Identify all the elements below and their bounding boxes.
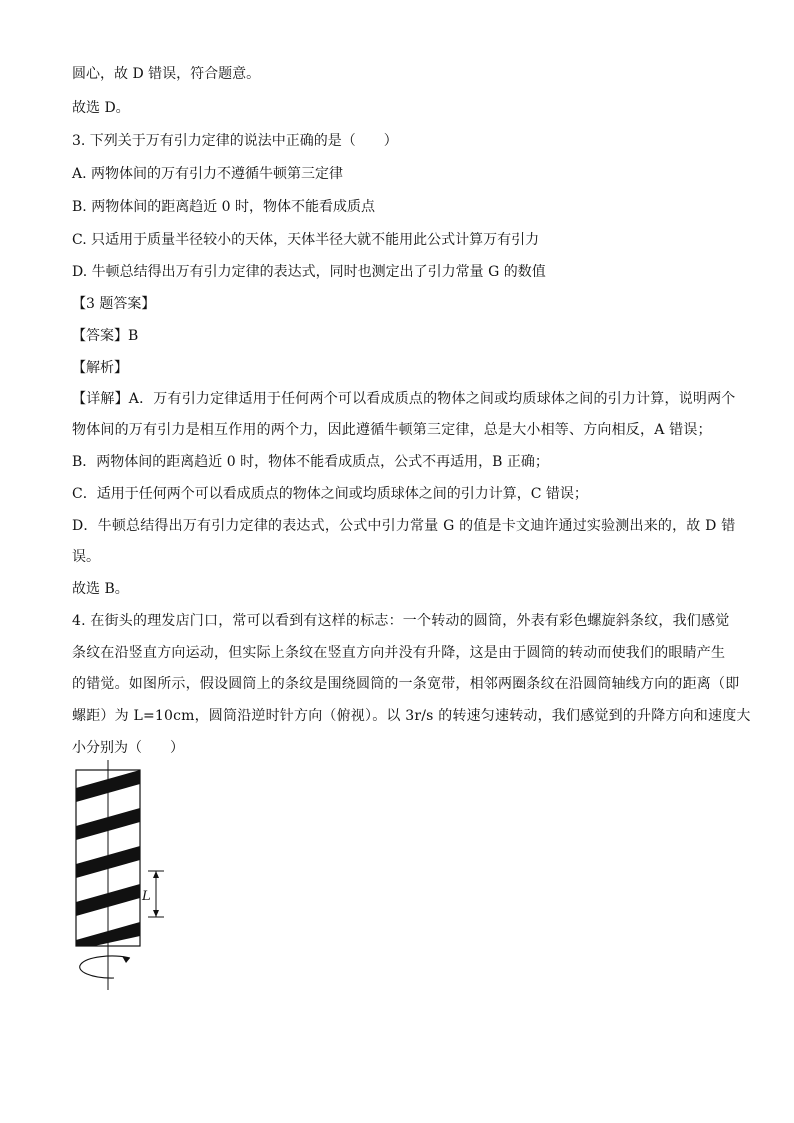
barber-pole-figure — [68, 760, 178, 992]
explanation-line: C．适用于任何两个可以看成质点的物体之间或均质球体之间的引力计算，C 错误； — [72, 486, 588, 502]
conclusion-line: 故选 B。 — [72, 581, 129, 597]
answer-line: 【答案】B — [72, 328, 139, 344]
text-line: 圆心，故 D 错误，符合题意。 — [72, 66, 261, 82]
rotation-arrow — [80, 956, 130, 978]
question-4-stem: 的错觉。如图所示，假设圆筒上的条纹是围绕圆筒的一条宽带，相邻两圈条纹在沿圆筒轴线方向的距离（即 — [72, 676, 740, 692]
option-d: D. 牛顿总结得出万有引力定律的表达式，同时也测定出了引力常量 G 的数值 — [72, 264, 546, 280]
explanation-line: D．牛顿总结得出万有引力定律的表达式，公式中引力常量 G 的值是卡文迪许通过实验测出来的，故 D 错 — [72, 518, 736, 534]
explanation-line: B．两物体间的距离趋近 0 时，物体不能看成质点，公式不再适用，B 正确； — [72, 454, 549, 470]
analysis-heading: 【解析】 — [72, 360, 128, 376]
question-4-stem: 4. 在街头的理发店门口，常可以看到有这样的标志：一个转动的圆筒，外表有彩色螺旋斜条纹，我们感觉 — [72, 613, 730, 629]
question-4-stem: 小分别为（ ） — [72, 740, 184, 756]
dimension-label: L — [142, 889, 151, 904]
option-c: C. 只适用于质量半径较小的天体，天体半径大就不能用此公式计算万有引力 — [72, 232, 540, 248]
explanation-line: 【详解】A．万有引力定律适用于任何两个可以看成质点的物体之间或均质球体之间的引力计算，说明两个 — [72, 391, 736, 407]
option-a: A. 两物体间的万有引力不遵循牛顿第三定律 — [72, 166, 344, 182]
question-4-stem: 螺距）为 L=10cm，圆筒沿逆时针方向（俯视）。以 3r/s 的转速匀速转动，我们感觉到的升降方向和速度大 — [72, 708, 751, 724]
explanation-line: 误。 — [72, 549, 100, 565]
option-b: B. 两物体间的距离趋近 0 时，物体不能看成质点 — [72, 199, 375, 215]
question-3-stem: 3. 下列关于万有引力定律的说法中正确的是（ ） — [72, 133, 398, 149]
question-4-stem: 条纹在沿竖直方向运动，但实际上条纹在竖直方向并没有升降，这是由于圆筒的转动而使我们的眼睛产生 — [72, 645, 726, 661]
text-line: 故选 D。 — [72, 100, 130, 116]
section-heading: 【3 题答案】 — [72, 296, 156, 312]
explanation-line: 物体间的万有引力是相互作用的两个力，因此遵循牛顿第三定律，总是大小相等、方向相反，A 错误； — [72, 422, 712, 438]
